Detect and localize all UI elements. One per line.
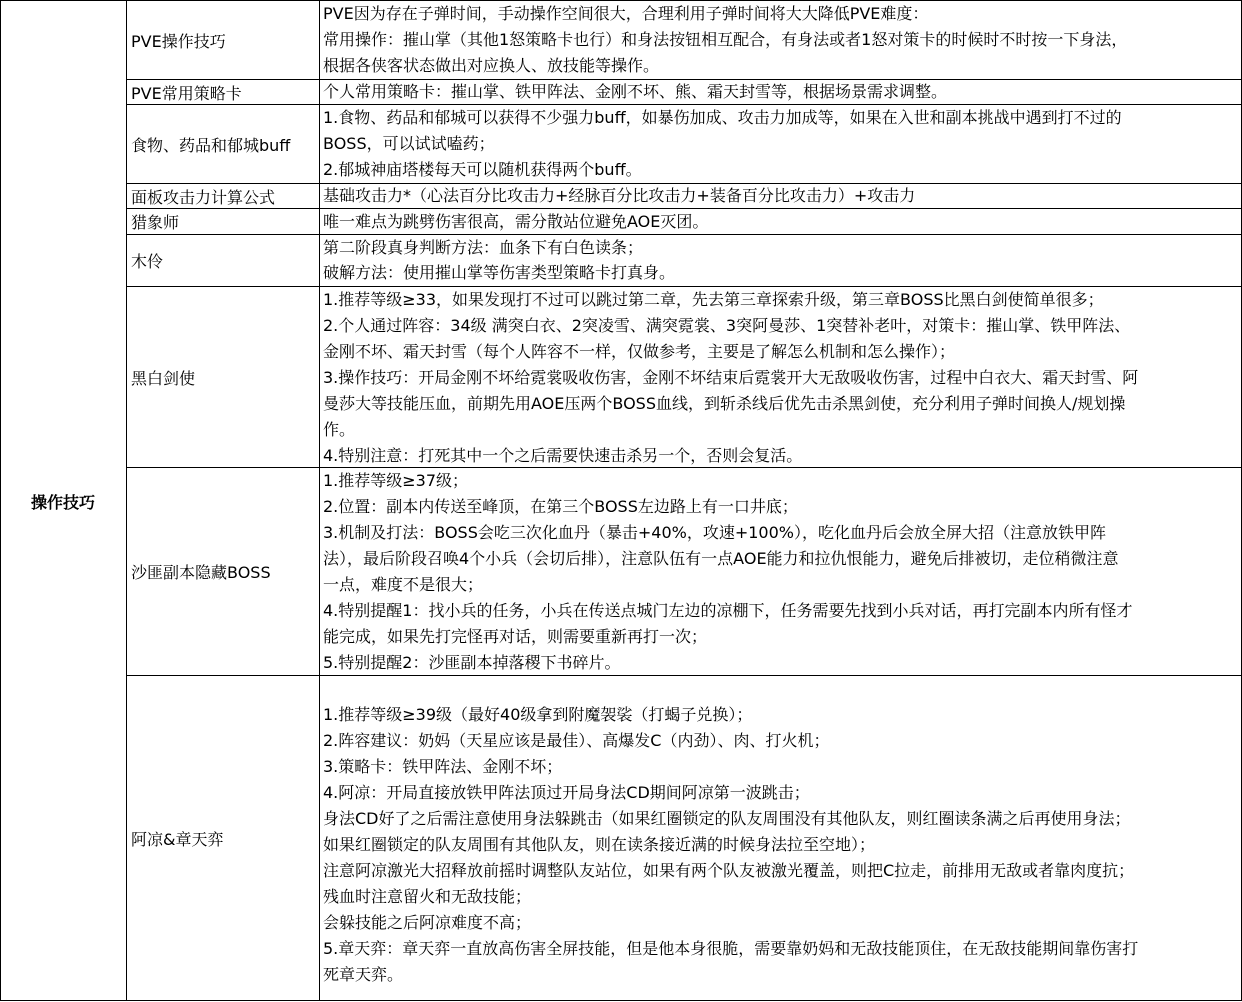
content-spacer (323, 676, 1240, 702)
content-line: 法），最后阶段召唤4个小兵（会切后排），注意队伍有一点AOE能力和拉仇恨能力，避免后排被切，走位稍微注意 (323, 549, 1119, 568)
column-divider-topic (319, 0, 320, 1001)
content-line: 破解方法：使用摧山掌等伤害类型策略卡打真身。 (323, 263, 676, 282)
content-line: 1.推荐等级≥33，如果发现打不过可以跳过第二章，先去第三章探索升级，第三章BOSS比黑白剑使简单很多； (323, 290, 1104, 309)
content-cell (323, 184, 1240, 208)
content-line: 3.操作技巧：开局金刚不坏给霓裳吸收伤害，金刚不坏结束后霓裳开大无敌吸收伤害，过程中白衣大、霜天封雪、阿 (323, 368, 1139, 387)
content-line: 会躲技能之后阿凉难度不高； (323, 913, 532, 932)
topic-cell: 木伶 (131, 252, 164, 271)
content-line: 第二阶段真身判断方法：血条下有白色读条； (323, 238, 644, 257)
content-line: BOSS，可以试试嗑药； (323, 134, 495, 153)
topic-cell: 沙匪副本隐藏BOSS (131, 563, 271, 582)
content-cell (323, 235, 1240, 286)
content-cell (323, 1, 1240, 79)
content-cell (323, 468, 1240, 675)
topic-cell: 猎象师 (131, 213, 180, 232)
content-line: 4.特别注意：打死其中一个之后需要快速击杀另一个，否则会复活。 (323, 446, 803, 465)
content-line: 唯一难点为跳劈伤害很高，需分散站位避免AOE灭团。 (323, 212, 709, 231)
content-line: 个人常用策略卡：摧山掌、铁甲阵法、金刚不坏、熊、霜天封雪等，根据场景需求调整。 (323, 82, 948, 101)
topic-cell: PVE操作技巧 (131, 31, 226, 51)
content-line: 2.阵容建议：奶妈（天星应该是最佳）、高爆发C（内劲）、肉、打火机； (323, 731, 830, 750)
content-cell (323, 209, 1240, 234)
content-line: 一点，难度不是很大； (323, 575, 484, 594)
content-line: 1.推荐等级≥37级； (323, 471, 469, 490)
content-line: PVE因为存在子弹时间，手动操作空间很大，合理利用子弹时间将大大降低PVE难度： (323, 4, 929, 23)
topic-cell: 食物、药品和郁城buff (131, 135, 291, 155)
content-line: 金刚不坏、霜天封雪（每个人阵容不一样，仅做参考，主要是了解怎么机制和怎么操作）； (323, 342, 956, 361)
content-line: 5.章天弈：章天弈一直放高伤害全屏技能，但是他本身很脆，需要靠奶妈和无敌技能顶住，在无敌技能期间靠伤害打 (323, 939, 1139, 958)
content-line: 3.机制及打法：BOSS会吃三次化血丹（暴击+40%，攻速+100%），吃化血丹后会放全屏大招（注意放铁甲阵 (323, 523, 1106, 542)
column-divider-category (126, 0, 127, 1001)
content-line: 5.特别提醒2：沙匪副本掉落稷下书碎片。 (323, 653, 621, 672)
content-line: 曼莎大等技能压血，前期先用AOE压两个BOSS血线，到斩杀线后优先击杀黑剑使，充分利用子弹时间换人/规划操 (323, 394, 1126, 413)
content-line: 注意阿凉激光大招释放前摇时调整队友站位，如果有两个队友被激光覆盖，则把C拉走，前排用无敌或者靠肉度抗； (323, 861, 1135, 880)
content-line: 作。 (323, 420, 356, 439)
content-line: 4.阿凉：开局直接放铁甲阵法顶过开局身法CD期间阿凉第一波跳击； (323, 783, 810, 802)
topic-cell: PVE常用策略卡 (131, 83, 242, 103)
topic-cell: 阿凉&章天弈 (131, 829, 224, 849)
content-line: 如果红圈锁定的队友周围有其他队友，则在读条接近满的时候身法拉至空地）； (323, 835, 876, 854)
category-cell: 操作技巧 (30, 492, 95, 512)
content-line: 3.策略卡：铁甲阵法、金刚不坏； (323, 757, 563, 776)
topic-cell: 黑白剑使 (131, 368, 196, 388)
content-line: 死章天弈。 (323, 965, 404, 984)
content-line: 身法CD好了之后需注意使用身法躲跳击（如果红圈锁定的队友周围没有其他队友，则红圈读条满之后再使用身法； (323, 809, 1131, 828)
content-cell (323, 676, 1240, 1000)
content-line: 1.食物、药品和郁城可以获得不少强力buff，如暴伤加成、攻击力加成等，如果在入世和副本挑战中遇到打不过的 (323, 108, 1122, 127)
content-cell (323, 287, 1240, 467)
content-line: 1.推荐等级≥39级（最好40级拿到附魔袈裟（打蝎子兑换）； (323, 705, 753, 724)
topic-cell: 面板攻击力计算公式 (131, 187, 276, 207)
content-cell (323, 105, 1240, 183)
content-line: 4.特别提醒1：找小兵的任务，小兵在传送点城门左边的凉棚下，任务需要先找到小兵对话，再打完副本内所有怪才 (323, 601, 1133, 620)
table-border-bottom (0, 1000, 1242, 1001)
content-line: 2.个人通过阵容：34级 满突白衣、2突凌雪、满突霓裳、3突阿曼莎、1突替补老叶，对策卡：摧山掌、铁甲阵法、 (323, 316, 1131, 335)
content-line: 根据各侠客状态做出对应换人、放技能等操作。 (323, 56, 660, 75)
content-cell (323, 80, 1240, 104)
content-line: 2.位置：副本内传送至峰顶，在第三个BOSS左边路上有一口井底； (323, 497, 798, 516)
content-line: 基础攻击力*（心法百分比攻击力+经脉百分比攻击力+装备百分比攻击力）+攻击力 (323, 186, 916, 205)
content-line: 能完成，如果先打完怪再对话，则需要重新再打一次； (323, 627, 708, 646)
content-line: 残血时注意留火和无敌技能； (323, 887, 532, 906)
content-line: 2.郁城神庙塔楼每天可以随机获得两个buff。 (323, 160, 642, 179)
content-line: 常用操作：摧山掌（其他1怒策略卡也行）和身法按钮相互配合，有身法或者1怒对策卡的时候时不时按一下身法， (323, 30, 1128, 49)
